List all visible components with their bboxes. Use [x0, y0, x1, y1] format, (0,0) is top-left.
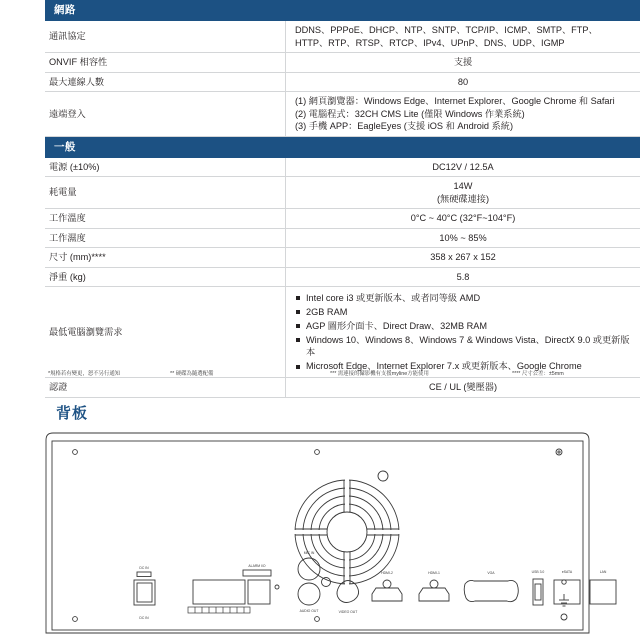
value-line: HTTP、RTP、RTSP、RTCP、IPv4、UPnP、DNS、UDP、IGMP — [295, 37, 565, 48]
row-value: 10% ~ 85% — [286, 228, 640, 248]
port-label-dc-in-b: DC IN — [139, 616, 149, 620]
row-value — [286, 92, 640, 137]
table-row — [45, 158, 640, 177]
row-label: 最大連線人數 — [45, 72, 286, 92]
table-row — [45, 228, 640, 248]
requirement-bullet: Microsoft Edge、Internet Explorer 7.x 或更新版本、Google Chrome — [295, 360, 636, 373]
row-value — [286, 177, 640, 209]
power-in-tab — [137, 572, 151, 577]
section-table-network — [45, 21, 640, 137]
specification-table — [45, 0, 640, 398]
usb3-port-inner — [535, 584, 541, 600]
footnote-3: *** 需連接的攝影機有支援myline方能使用 — [330, 371, 429, 377]
row-value: DC12V / 12.5A — [286, 158, 640, 177]
footnote-4: **** 尺寸公差：±5mm — [512, 371, 564, 377]
alarm-terminal-strip — [188, 607, 250, 613]
table-row — [45, 209, 640, 229]
screw-hole — [73, 617, 78, 622]
screw-hole-inner — [558, 451, 560, 453]
port-label-audio-out: AUDIO OUT — [299, 609, 319, 613]
row-value: 支援 — [286, 53, 640, 73]
table-row — [45, 53, 640, 73]
table-row — [45, 92, 640, 137]
mic-in-jack — [298, 558, 320, 580]
row-label: 工作溫度 — [45, 209, 286, 229]
row-label: 認證 — [45, 378, 286, 398]
row-label: 淨重 (kg) — [45, 267, 286, 287]
row-value: CE / UL (變壓器) — [286, 378, 640, 398]
value-line: 14W — [453, 181, 473, 191]
screw-hole — [556, 449, 562, 455]
table-row — [45, 248, 640, 268]
row-value: 5.8 — [286, 267, 640, 287]
port-label-video-out: VIDEO OUT — [338, 610, 358, 614]
row-label: ONVIF 相容性 — [45, 53, 286, 73]
screw-hole — [315, 617, 320, 622]
port-label-esata: eSATA — [561, 570, 573, 574]
footnote-2: ** 硬碟為隨選配備 — [170, 371, 214, 377]
table-row — [45, 267, 640, 287]
requirement-bullet: AGP 圖形介面卡、Direct Draw、32MB RAM — [295, 320, 636, 333]
alarm-io-port — [193, 580, 245, 604]
port-label-alarm-io: ALARM I/O — [248, 564, 266, 568]
requirement-bullet: Intel core i3 或更新版本、或者同等級 AMD — [295, 292, 636, 305]
value-line: (無硬碟連接) — [436, 193, 490, 204]
value-line: (1) 網頁瀏覽器：Windows Edge、Internet Explorer、Google Chrome 和 Safari — [295, 96, 615, 106]
table-row — [45, 21, 640, 53]
row-label: 尺寸 (mm)**** — [45, 248, 286, 268]
table-row — [45, 72, 640, 92]
usb3-port — [533, 579, 543, 605]
row-label: 遠端登入 — [45, 92, 286, 137]
section-table-general — [45, 158, 640, 398]
row-label: 電源 (±10%) — [45, 158, 286, 177]
footnote-1: *規格若有變更，恕不另行通知 — [48, 371, 121, 377]
value-line: DDNS、PPPoE、DHCP、NTP、SNTP、TCP/IP、ICMP、SMTP、FTP、 — [295, 25, 598, 35]
back-panel-title: 背板 — [56, 405, 89, 422]
lan-port — [590, 580, 616, 604]
row-value: 80 — [286, 72, 640, 92]
reset-hole — [275, 585, 279, 589]
row-value — [286, 21, 640, 53]
vga-port — [464, 580, 518, 601]
row-value: 0°C ~ 40°C (32°F~104°F) — [286, 209, 640, 229]
port-label-vga: VGA — [487, 571, 495, 575]
requirement-bullet: 2GB RAM — [295, 306, 636, 319]
section-header-general: 一般 — [45, 137, 640, 158]
hdmi-1-screw — [430, 580, 438, 588]
table-row — [45, 177, 640, 209]
hdmi-1-port — [419, 588, 449, 601]
section-header-network: 網路 — [45, 0, 640, 21]
back-panel-diagram — [45, 432, 607, 634]
row-label: 工作濕度 — [45, 228, 286, 248]
row-label: 通訊協定 — [45, 21, 286, 53]
hdmi-2-screw — [383, 580, 391, 588]
table-row — [45, 378, 640, 398]
row-label: 耗電量 — [45, 177, 286, 209]
port-label-hdmi-2: HDMI-2 — [381, 571, 393, 575]
screw-hole — [73, 450, 78, 455]
port-label-hdmi-1: HDMI-1 — [428, 571, 440, 575]
audio-out-jack — [298, 583, 320, 605]
port-label-mic-in: MIC IN — [303, 551, 315, 555]
ground-hole — [562, 580, 566, 584]
footnotes — [48, 370, 608, 378]
value-line: (3) 手機 APP：EagleEyes (支援 iOS 和 Android 系統) — [295, 121, 514, 131]
alarm-io-tab — [243, 570, 271, 576]
port-label-dc-in: DC IN — [139, 566, 149, 570]
power-in-port-inner — [137, 583, 152, 602]
screw-hole — [315, 450, 320, 455]
row-value: 358 x 267 x 152 — [286, 248, 640, 268]
small-jack — [322, 578, 331, 587]
row-value — [286, 287, 640, 378]
port-label-lan: LAN — [599, 570, 607, 574]
requirement-bullet: Windows 10、Windows 8、Windows 7 & Windows Vista、DirectX 9.0 或更新版本 — [295, 334, 636, 359]
alarm-io-secondary — [248, 580, 270, 604]
table-row — [45, 287, 640, 378]
port-label-usb3: USB 3.0 — [531, 570, 545, 574]
screw-hole — [561, 614, 567, 620]
vent-hole — [378, 471, 388, 481]
row-label: 最低電腦瀏覽需求 — [45, 287, 286, 378]
value-line: (2) 電腦程式：32CH CMS Lite (僅限 Windows 作業系統) — [295, 108, 525, 119]
hdmi-2-port — [372, 588, 402, 601]
